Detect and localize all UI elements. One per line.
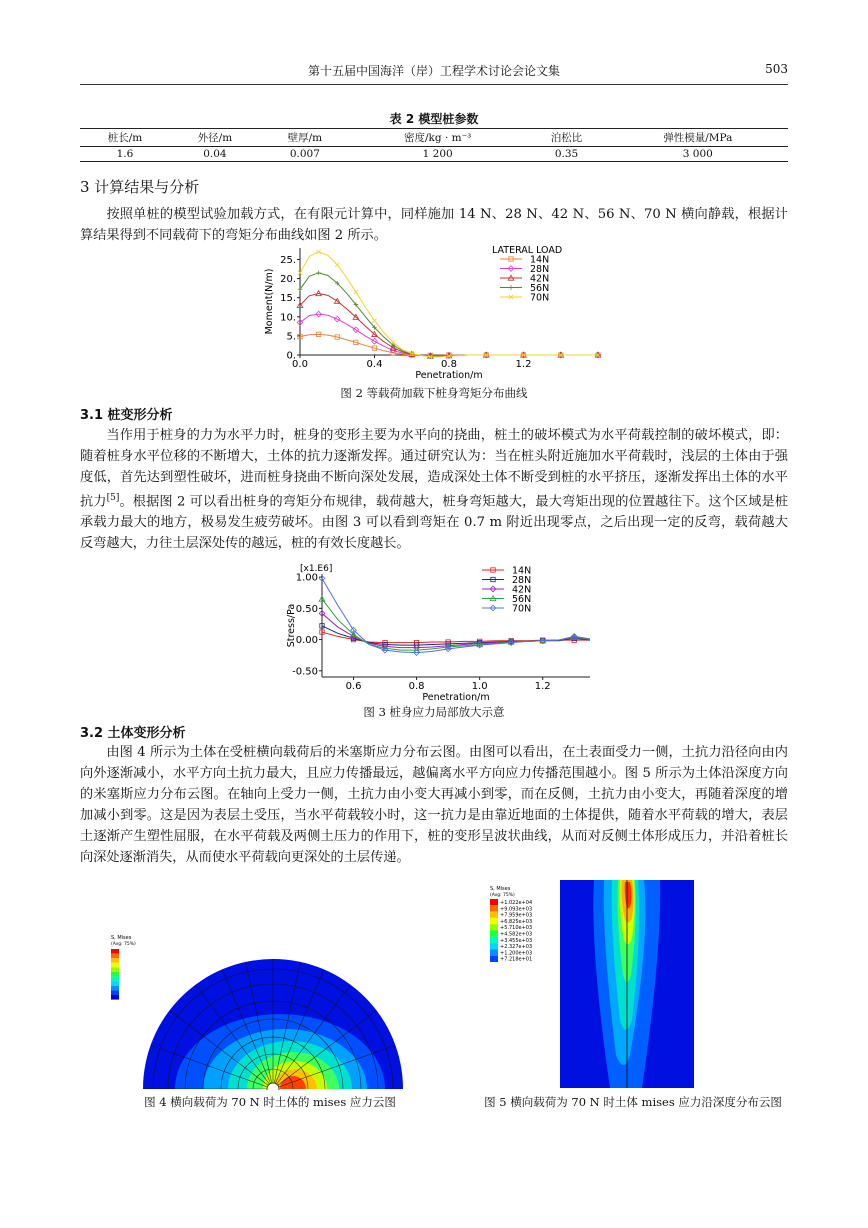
legend-value: +9.093e+03 [500,906,533,913]
data-point [316,271,320,275]
paragraph [80,425,788,554]
legend-swatch [490,943,498,949]
legend-swatch [111,963,119,968]
axis-scale-label: [x1.E6] [300,564,333,574]
y-tick-label: 0.00 [295,635,318,647]
soil-mises-contour-depth [484,880,804,1090]
y-axis-label: Moment(N/m) [264,268,275,335]
table-header-row [80,129,788,147]
legend-swatch [490,912,498,918]
data-point [354,290,358,294]
y-tick-label: 15. [280,293,296,305]
subsection-heading: 3.2 土体变形分析 [80,726,186,741]
legend-value: +4.582e+03 [500,931,533,938]
legend-label: 14N [530,254,550,266]
page-number: 503 [765,62,788,76]
column-header: 密度/kg · m⁻³ [350,129,526,147]
legend-swatch [490,899,498,905]
table-cell: 1 200 [350,147,526,162]
figure-caption: 图 5 横向载荷为 70 N 时土体 mises 应力沿深度分布云图 [484,1095,782,1109]
column-header: 桩长/m [80,129,170,147]
y-tick-label: 5. [286,331,296,343]
legend-swatch [111,977,119,982]
y-tick-label: 0.50 [295,603,318,615]
paragraph: 由图 4 所示为土体在受桩横向载荷后的米塞斯应力分布云图。由图可以看出，在土表面受力一侧，土抗力沿径向由内向外逐渐减小，水平方向土抗力最大，且应力传播最远，越偏离水平方向应力传播范围越小。图 5 所示为土体沿深度方向的米塞斯应力分布云图。在轴向上受力一侧，土抗力由小变大再减小到零，而在反侧，土抗力由小变大，再随着深度的增加减小到零。这是因为表层土受压，当水平荷载较小时，这一抗力是由靠近地面的土体提供，随着水平荷载的增大，表层土逐渐产生塑性屈服，在水平荷载及两侧土压力的作用下，桩的变形呈波状曲线，从而对反侧土体形成压力，并沿着桩长向深处逐渐消失，从而使水平荷载向更深处的土层传递。 [80,745,788,865]
figure-caption: 图 3 桩身应力局部放大示意 [363,705,505,719]
data-point [509,285,513,289]
legend-swatch [490,905,498,911]
data-point [372,318,376,322]
legend-swatch [490,937,498,943]
legend-title: S, Mises [111,935,132,941]
legend-swatch [111,954,119,959]
y-tick-label: 10. [280,312,296,324]
legend-label: 28N [530,264,550,275]
table-caption: 表 2 模型桩参数 [389,112,479,126]
header-rule [80,84,788,85]
legend-label: 14N [512,565,532,577]
legend-label: 42N [530,273,550,285]
legend-label: 70N [530,292,550,304]
paragraph-text: 当作用于桩身的力为水平力时，桩身的变形主要为水平向的挠曲，桩土的破坏模式为水平荷载控制的破坏模式，即：随着桩身水平位移的不断增大，土体的抗力逐渐发挥。通过研究认为：当在桩头附近施加水平荷载时，浅层的土体由于强度低，首先达到塑性破坏，进而桩身挠曲不断向深处发展，造成深处土体不断受到桩的水平挤压，逐渐发挥出土体的水平抗力 [80,428,788,510]
table-cell: 1.6 [80,147,170,162]
series-line [300,273,598,357]
x-axis-label: Penetration/m [415,370,483,381]
paragraph: 按照单桩的模型试验加载方式，在有限元计算中，同样施加 14 N、28 N、42 N、56 N、70 N 横向静载，根据计算结果得到不同载荷下的弯矩分布曲线如图 2 所示。 [80,207,788,243]
legend-swatch [111,949,119,954]
column-header: 泊松比 [525,129,607,147]
legend-value: +3.455e+03 [500,937,533,944]
running-header [80,62,788,80]
x-tick-label: 0.8 [408,681,425,692]
model-pile-params-table [80,128,788,162]
legend-swatch [111,986,119,991]
legend-title: S, Mises [490,886,511,892]
y-tick-label: 1.00 [295,572,318,584]
legend-subtitle: (Avg: 75%) [111,942,136,947]
data-point [335,263,339,267]
table-cell: 0.35 [525,147,607,162]
journal-title: 第十五届中国海洋（岸）工程学术讨论会论文集 [307,64,560,78]
moment-chart [262,243,612,383]
figure-caption: 图 2 等载荷加载下桩身弯矩分布曲线 [340,386,528,400]
table-row [80,147,788,162]
legend-subtitle: (Avg: 75%) [490,893,515,898]
legend-swatch [111,958,119,963]
x-tick-label: 0.6 [345,681,362,692]
citation: [5] [106,493,120,503]
contour-legend [111,935,136,1000]
legend-value: +7.218e+01 [500,956,533,963]
legend-swatch [490,918,498,924]
series-line [300,252,598,357]
legend-value: +6.825e+03 [500,918,533,925]
legend-label: 56N [530,283,550,294]
legend-swatch [111,967,119,972]
legend-swatch [111,990,119,995]
data-point [316,250,320,254]
subsection-heading: 3.1 桩变形分析 [80,408,173,423]
paragraph-text: 。根据图 2 可以看出桩身的弯矩分布规律，载荷越大，桩身弯矩越大，最大弯矩出现的位置越往下。这个区域是桩承载力最大的地方，极易发生疲劳破坏。由图 3 可以看到弯矩在 0.7 m 附近出现零点，之后出现一定的反弯，载荷越大反弯越大，力往土层深处传的越远，桩的有效长度越长。 [80,494,788,552]
column-header: 外径/m [170,129,260,147]
figure-caption: 图 4 横向载荷为 70 N 时土体的 mises 应力云图 [144,1095,396,1109]
table-cell: 3 000 [608,147,788,162]
x-tick-label: 0.8 [441,359,457,370]
table-cell: 0.04 [170,147,260,162]
legend-label: 28N [512,575,532,586]
table-cell: 0.007 [260,147,350,162]
column-header: 壁厚/m [260,129,350,147]
contour-legend [486,882,556,964]
legend-swatch [490,956,498,962]
soil-mises-contour-plan [105,925,425,1090]
legend-value: +2.327e+03 [500,944,533,951]
legend-swatch [111,995,119,1000]
x-axis-label: Penetration/m [422,692,490,702]
series-line [300,293,598,356]
x-tick-label: 0.0 [292,359,308,370]
x-tick-label: 1.2 [515,359,532,370]
legend-value: +5.710e+03 [500,925,533,932]
legend-swatch [111,972,119,977]
section-heading: 3 计算结果与分析 [80,178,200,196]
y-tick-label: 20. [280,274,296,286]
legend-swatch [490,931,498,937]
legend-title: LATERAL LOAD [492,245,563,256]
legend-value: +1.022e+04 [500,900,533,906]
x-tick-label: 1.0 [471,681,488,692]
y-tick-label: 25. [280,254,296,266]
series-line [322,613,590,647]
series-line [322,599,590,650]
legend-value: +1.200e+03 [500,950,533,957]
series-line [300,314,598,356]
legend-value: +7.959e+03 [500,912,533,919]
legend-label: 70N [512,603,532,615]
x-tick-label: 0.4 [366,359,383,370]
series-line [322,626,590,645]
legend-label: 42N [512,584,532,596]
legend-swatch [490,924,498,930]
legend-swatch [490,949,498,955]
stress-chart [262,560,597,702]
x-tick-label: 1.2 [534,681,551,692]
y-tick-label: -0.50 [292,666,318,678]
column-header: 弹性模量/MPa [608,129,788,147]
legend-swatch [111,981,119,986]
y-axis-label: Stress/Pa [286,603,297,648]
y-tick-label: 0. [286,350,296,362]
legend-label: 56N [512,594,532,605]
